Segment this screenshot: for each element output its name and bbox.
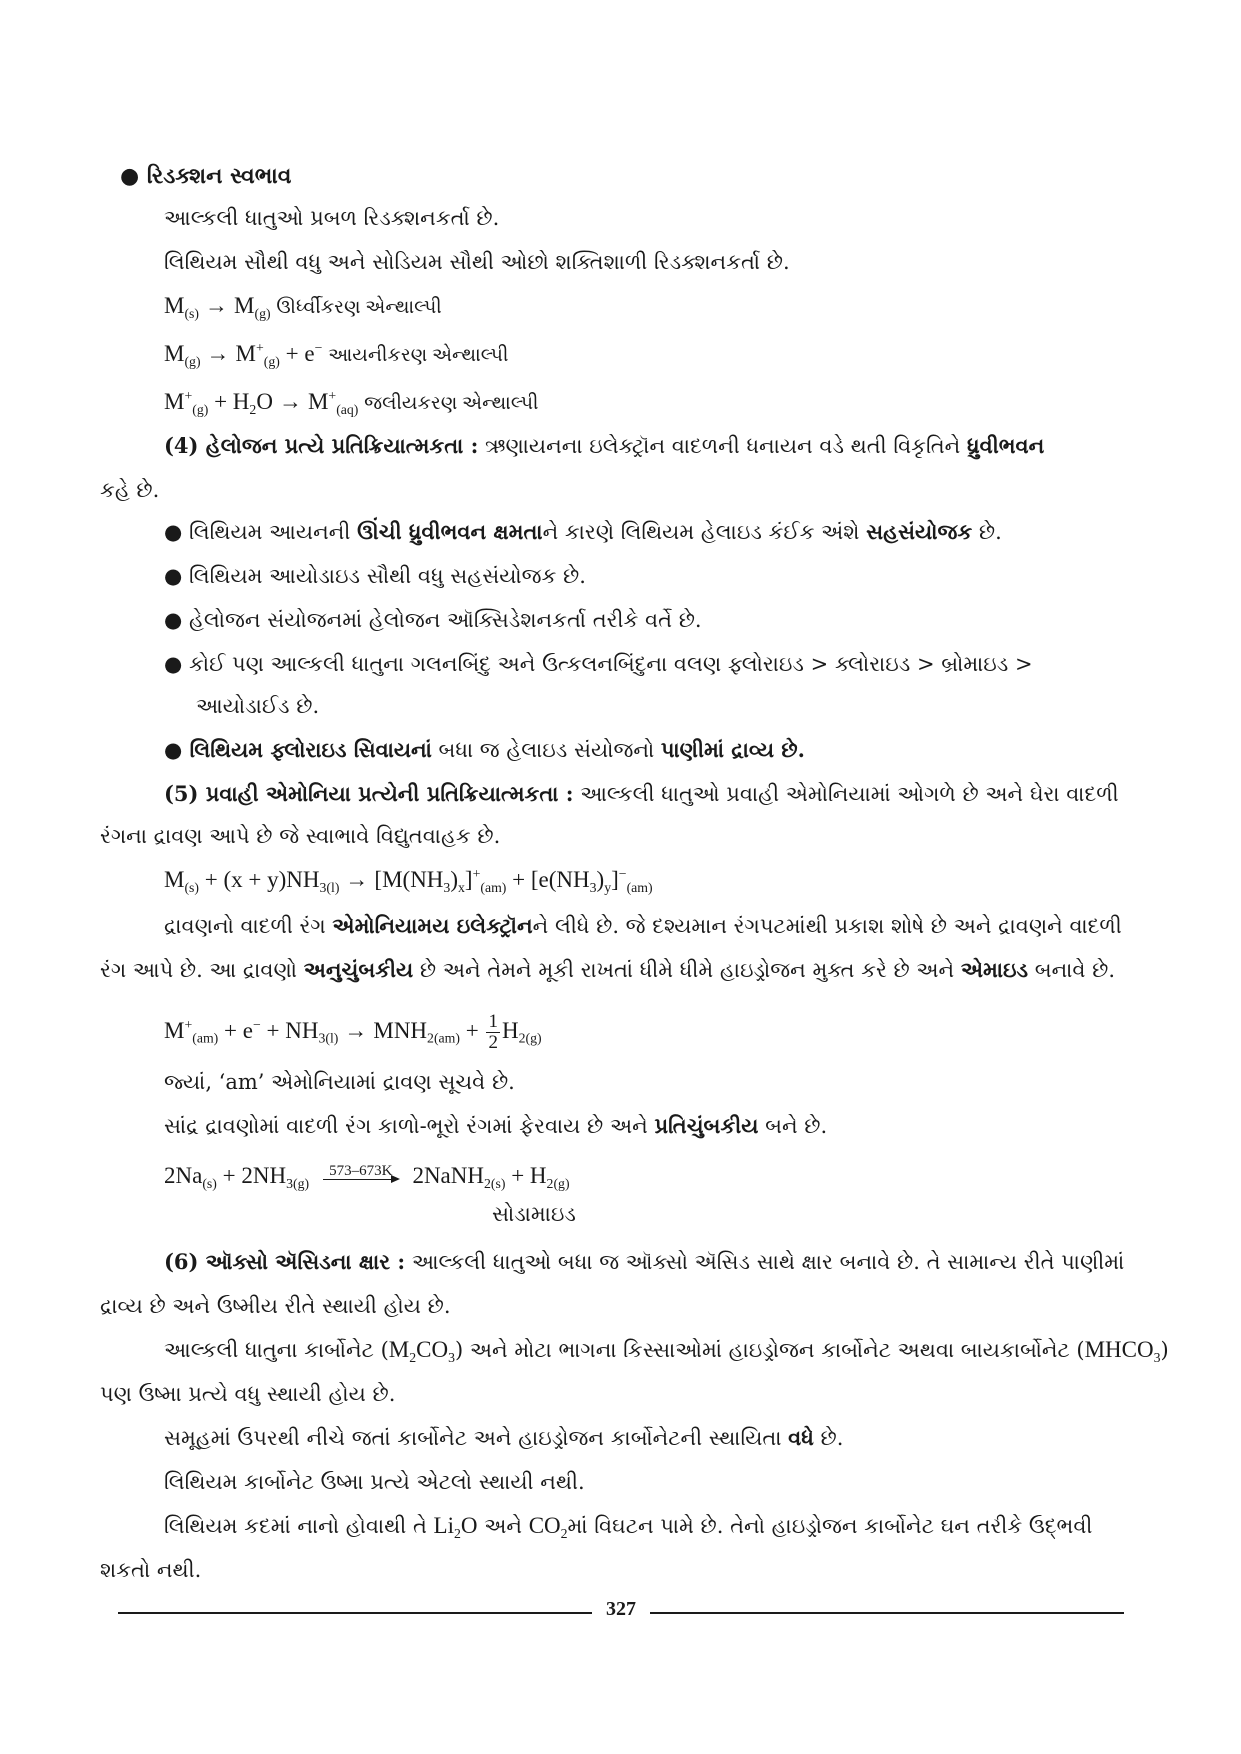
reduction-line-2: લિથિયમ સૌથી વધુ અને સોડિયમ સૌથી ઓછો શક્તિશાળી રિડક્શનકર્તા છે. — [164, 250, 790, 274]
equation-amide-formation: $M^+_{(am)} + e^- + NH_{3(l)} \to MNH_{2(am)}$ + $\frac{1}{2}$ $H_{2(g)}$ — [164, 1011, 542, 1053]
section-5-line-1: (5) પ્રવાહી એમોનિયા પ્રત્યેની પ્રતિક્રિયાત્મકતા : આલ્કલી ધાતુઓ પ્રવાહી એમોનિયામાં ઓગળે છે અને ઘેરા વાદળી — [164, 781, 1119, 806]
equation-sublimation-label: ઊર્ધ્વીકરણ એન્થાલ્પી — [276, 297, 442, 318]
carbonate-line-2: પણ ઉષ્મા પ્રત્યે વધુ સ્થાયી હોય છે. — [100, 1382, 396, 1406]
section-6-line-1: (6) ઑક્સો ઍસિડના ક્ષાર : આલ્કલી ધાતુઓ બધા જ ઑક્સો ઍસિડ સાથે ક્ષાર બનાવે છે. તે સામાન્ય રીતે પાણીમાં — [164, 1249, 1125, 1274]
carbonate-line-1: આલ્કલી ધાતુના કાર્બોનેટ $(M_2CO_3)$ અને મોટા ભાગના કિસ્સાઓમાં હાઇડ્રોજન કાર્બોનેટ અથવા બાયકાર્બોનેટ $(MHCO_3)$ — [164, 1337, 1169, 1365]
section-6-line-2: દ્રાવ્ય છે અને ઉષ્મીય રીતે સ્થાયી હોય છે. — [100, 1294, 451, 1318]
equation-ionization-label: આયનીકરણ એન્થાલ્પી — [328, 345, 509, 366]
section-4-line-2: કહે છે. — [100, 478, 160, 502]
section-5-line-2: રંગના દ્રાવણ આપે છે જે સ્વાભાવે વિદ્યુતવાહક છે. — [100, 824, 501, 848]
bullet-lithium-iodide: ● લિથિયમ આયોડાઇડ સૌથી વધુ સહસંયોજક છે. — [164, 564, 586, 588]
bullet-melting-trend-cont: આયોડાઈડ છે. — [196, 694, 320, 718]
section-5-title: (5) પ્રવાહી એમોનિયા પ્રત્યેની પ્રતિક્રિયાત્મકતા : — [164, 781, 574, 806]
paragraph-blue-colour-1: દ્રાવણનો વાદળી રંગ એમોનિયામય ઇલેક્ટ્રૉનને લીધે છે. જે દશ્યમાન રંગપટમાંથી પ્રકાશ શોષે છે અને દ્રાવણને વાદળી — [164, 913, 1122, 938]
bullet-solubility: ● લિથિયમ ફ્લોરાઇડ સિવાયનાં બધા જ હેલાઇડ સંયોજનો પાણીમાં દ્રાવ્ય છે. — [164, 737, 805, 762]
sodamide-label: સોડામાઇડ — [492, 1202, 576, 1226]
reduction-line-1: આલ્કલી ધાતુઓ પ્રબળ રિડક્શનકર્તા છે. — [164, 206, 500, 230]
equation-hydration-label: જલીયકરણ એન્થાલ્પી — [364, 393, 539, 414]
equation-sodamide: $2Na_{(s)} + 2NH_{3(g)}$ 573–673K 2NaNH$_{2(s)}$ + $H_{2(g)}$ — [164, 1163, 570, 1191]
footer-rule-right — [650, 1612, 1124, 1614]
fraction-one-half: $\frac{1}{2}$ — [488, 1011, 498, 1053]
where-am-line: જ્યાં, ‘am’ એમોનિયામાં દ્રાવણ સૂચવે છે. — [164, 1070, 515, 1094]
lithium-decomposition-line-2: શકતો નથી. — [100, 1558, 202, 1582]
concentrated-solution-line: સાંદ્ર દ્રાવણોમાં વાદળી રંગ કાળો-ભૂરો રંગમાં ફેરવાય છે અને પ્રતિચુંબકીય બને છે. — [164, 1113, 828, 1138]
group-stability-line: સમૂહમાં ઉપરથી નીચે જતાં કાર્બોનેટ અને હાઇડ્રોજન કાર્બોનેટની સ્થાયિતા વધે છે. — [164, 1425, 844, 1450]
heading-reduction-nature: ● રિડક્શન સ્વભાવ — [120, 163, 292, 189]
lithium-decomposition-line-1: લિથિયમ કદમાં નાનો હોવાથી તે $Li_2O$ અને $CO_2માં$ વિઘટન પામે છે. તેનો હાઇડ્રોજન કાર્બોનેટ ઘન તરીકે ઉદ્ભવી — [164, 1513, 1093, 1541]
equation-sublimation: $M_{(s)} \to M_{(g)}$ ઊર્ધ્વીકરણ એન્થાલ્પી — [164, 293, 442, 321]
reaction-arrow: 573–673K — [323, 1163, 398, 1180]
section-6-title: (6) ઑક્સો ઍસિડના ક્ષાર : — [164, 1249, 406, 1274]
footer-rule-left — [118, 1612, 592, 1614]
equation-ionization: $M_{(g)} \to M^+_{(g)} + e^-$ આયનીકરણ એન્થાલ્પી — [164, 340, 509, 369]
lithium-carbonate-line: લિથિયમ કાર્બોનેટ ઉષ્મા પ્રત્યે એટલો સ્થાયી નથી. — [164, 1470, 585, 1494]
bullet-melting-trend: ● કોઈ પણ આલ્કલી ધાતુના ગલનબિંદુ અને ઉત્કલનબિંદુના વલણ ફ્લોરાઇડ > ક્લોરાઇડ > બ્રોમાઇડ > — [164, 652, 1033, 676]
equation-ammonia-solution: $M_{(s)} + (x + y)NH_{3(l)} \to [M(NH_3)_x]^+_{(am)} + [e(NH_3)_y]^-_{(am)}$ — [164, 866, 653, 895]
paragraph-blue-colour-2: રંગ આપે છે. આ દ્રાવણો અનુચુંબકીય છે અને તેમને મૂકી રાખતાં ધીમે ધીમે હાઇડ્રોજન મુક્ત કરે છે અને એમાઇડ બનાવે છે. — [100, 957, 1116, 982]
bullet-lithium-polarisation: ● લિથિયમ આયનની ઊંચી ધ્રુવીભવન ક્ષમતાને કારણે લિથિયમ હેલાઇડ કંઈક અંશે સહસંયોજક છે. — [164, 519, 1002, 544]
bullet-halogen-oxidiser: ● હેલોજન સંયોજનમાં હેલોજન ઑક્સિડેશનકર્તા તરીકે વર્તે છે. — [164, 608, 702, 632]
page-number: 327 — [606, 1598, 636, 1620]
equation-hydration: $M^+_{(g)} + H_2O \to M^+_{(aq)}$ જલીયકરણ એન્થાલ્પી — [164, 388, 539, 417]
section-4-title: (4) હેલોજન પ્રત્યે પ્રતિક્રિયાત્મકતા : — [164, 433, 479, 458]
section-4-line-1: (4) હેલોજન પ્રત્યે પ્રતિક્રિયાત્મકતા : ઋણાયનના ઇલેક્ટ્રૉન વાદળની ધનાયન વડે થતી વિકૃતિને ધ્રુવીભવન — [164, 433, 1045, 458]
